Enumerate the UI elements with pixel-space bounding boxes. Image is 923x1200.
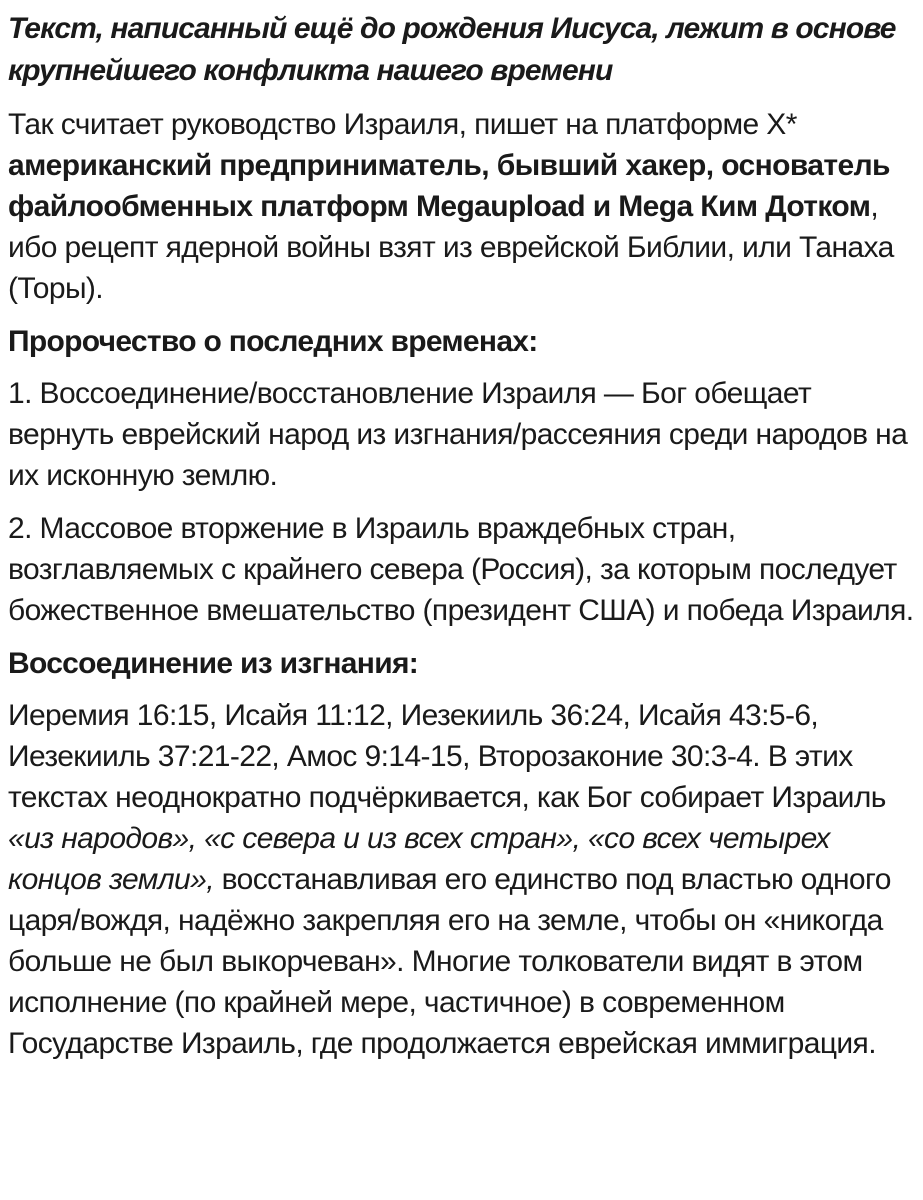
article-title: Текст, написанный ещё до рождения Иисуса, лежит в основе крупнейшего конфликта нашего времени [8,12,896,87]
body-text-start: Иеремия 16:15, Исайя 11:12, Иезекииль 36:24, Исайя 43:5-6, Иезекииль 37:21-22, Амос 9:14-15, Второзаконие 30:3-4. В этих текстах неоднократно подчёркивается, как Бог собирает Израиль [8,699,886,814]
body-paragraph [8,695,915,1064]
list-item-2: 2. Массовое вторжение в Израиль враждебных стран, возглавляемых с крайнего севера (Россия), за которым последует божественное вмешательство (президент США) и победа Израиля. [8,512,914,627]
section-heading-prophecy: Пророчество о последних временах: [8,325,538,358]
body-italic-quotes: «из народов», «с севера и из всех стран», «со всех четырех концов земли», [8,822,830,896]
intro-text-start: Так считает руководство Израиля, пишет на платформе Х* [8,108,797,141]
intro-text-end: , ибо рецепт ядерной войны взят из еврейской Библии, или Танаха (Торы). [8,190,894,305]
intro-bold-person: американский предприниматель, бывший хакер, основатель файлообменных платформ Megaupload и Mega Ким Дотком [8,149,890,223]
section-heading-reunion: Воссоединение из изгнания: [8,647,419,680]
intro-paragraph [8,104,915,309]
list-item-1: 1. Воссоединение/восстановление Израиля — Бог обещает вернуть еврейский народ из изгнания/рассеяния среди народов на их исконную землю. [8,377,908,492]
body-text-end: восстанавливая его единство под властью одного царя/вождя, надёжно закрепляя его на земле, чтобы он «никогда больше не был выкорчеван». Многие толкователи видят в этом исполнение (по крайней мере, частичное) в современном Государстве Израиль, где продолжается еврейская иммиграция. [8,863,891,1060]
